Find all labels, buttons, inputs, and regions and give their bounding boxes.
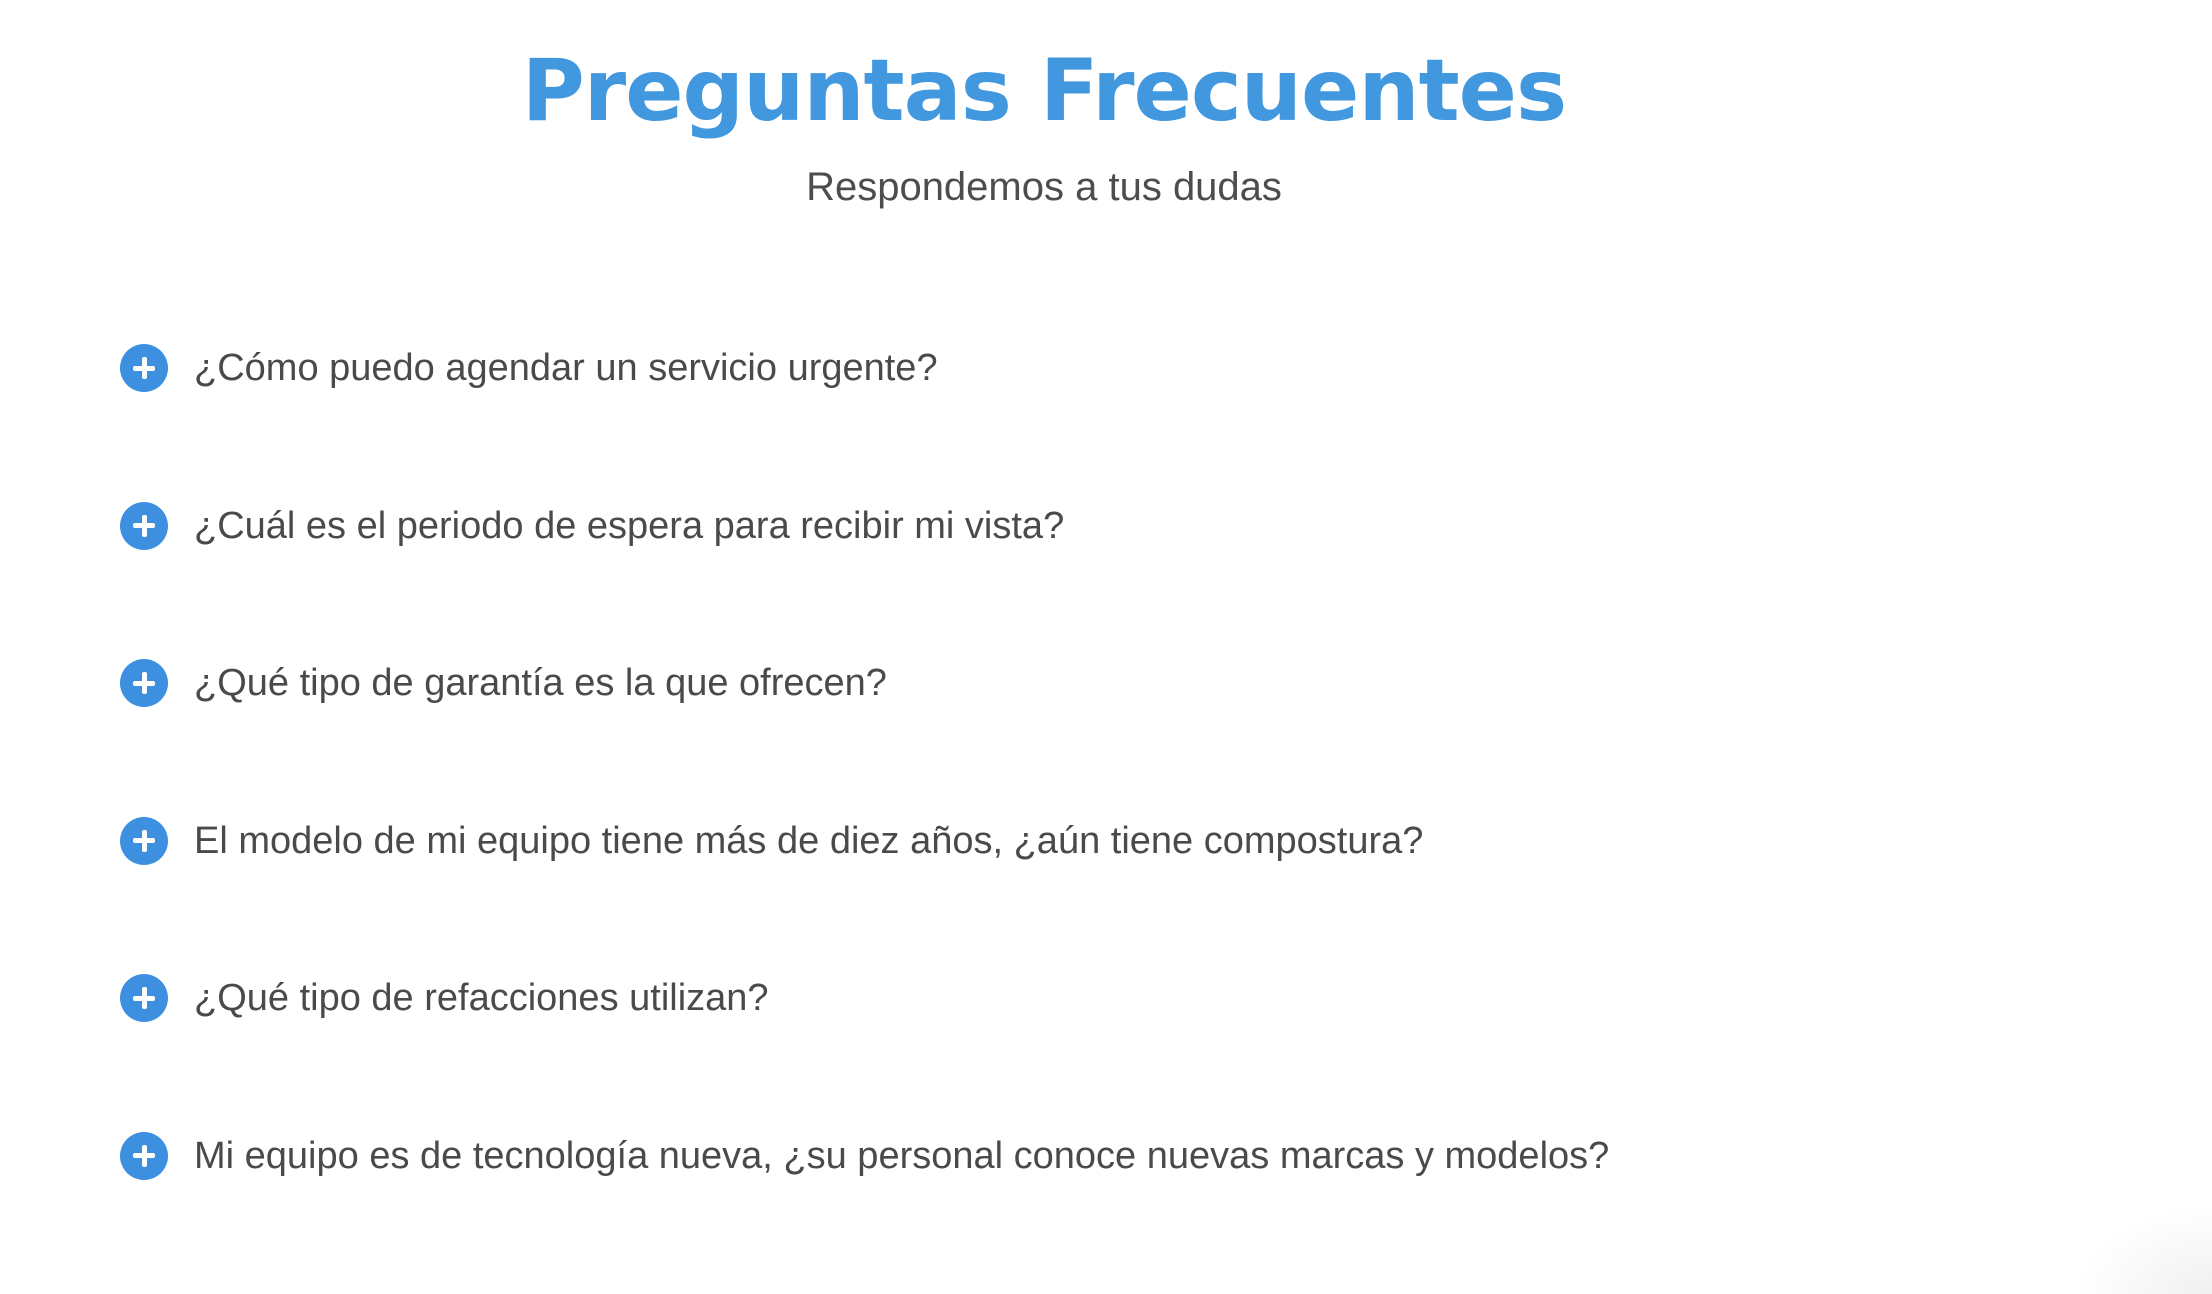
faq-item-refacciones[interactable]	[120, 972, 2020, 1130]
faq-question[interactable]: El modelo de mi equipo tiene más de diez años, ¿aún tiene compostura?	[194, 819, 1424, 862]
faq-question[interactable]: ¿Cuál es el periodo de espera para recibir mi vista?	[194, 504, 1065, 547]
faq-question[interactable]: Mi equipo es de tecnología nueva, ¿su personal conoce nuevas marcas y modelos?	[194, 1134, 1610, 1177]
plus-circle-icon[interactable]	[120, 817, 168, 865]
plus-circle-icon[interactable]	[120, 1132, 168, 1180]
faq-question[interactable]: ¿Qué tipo de garantía es la que ofrecen?	[194, 662, 887, 704]
faq-item-agendar-servicio[interactable]	[120, 342, 2020, 500]
faq-question[interactable]: ¿Cómo puedo agendar un servicio urgente?	[194, 347, 938, 389]
page-title: Preguntas Frecuentes	[521, 41, 1567, 141]
plus-circle-icon[interactable]	[120, 344, 168, 392]
corner-shadow	[2072, 1204, 2212, 1294]
faq-item-equipo-antiguo[interactable]	[120, 815, 2020, 973]
faq-question[interactable]: ¿Qué tipo de refacciones utilizan?	[194, 977, 769, 1019]
plus-circle-icon[interactable]	[120, 502, 168, 550]
faq-item-periodo-espera[interactable]	[120, 500, 2020, 658]
faq-item-garantia[interactable]	[120, 657, 2020, 815]
faq-item-tecnologia-nueva[interactable]	[120, 1130, 2020, 1288]
plus-circle-icon[interactable]	[120, 974, 168, 1022]
faq-list	[120, 342, 2020, 1287]
plus-circle-icon[interactable]	[120, 659, 168, 707]
page-subtitle: Respondemos a tus dudas	[806, 165, 1282, 209]
